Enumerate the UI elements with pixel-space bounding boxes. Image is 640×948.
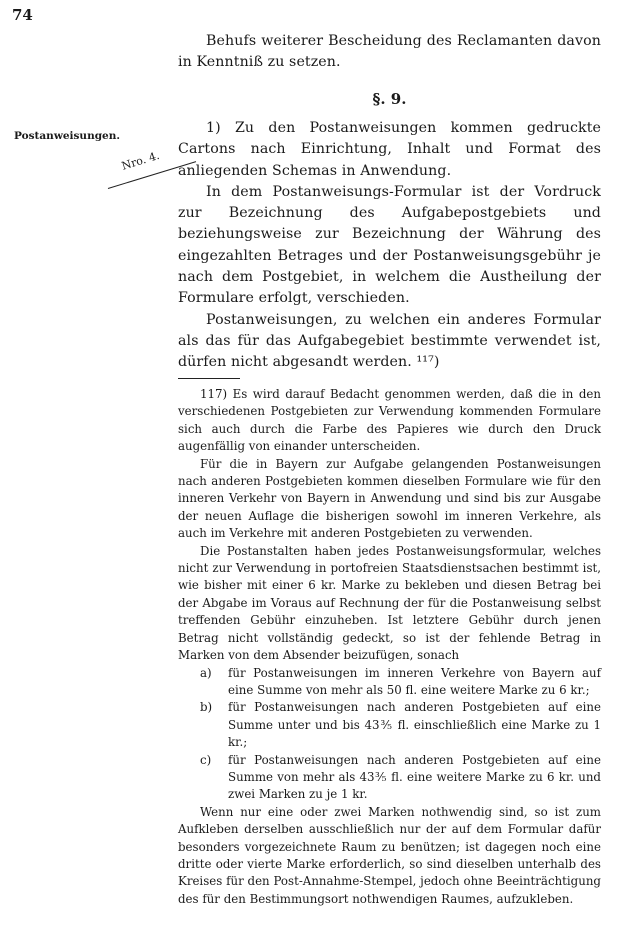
section-title: §. 9. — [372, 90, 407, 108]
opening-text — [178, 31, 601, 74]
margin-reference: Nro. 4. — [120, 148, 162, 173]
list-item-text: für Postanweisungen nach anderen Postgebieten auf eine Summe von mehr als 43⅗ fl. eine weitere Marke zu 6 kr. und zwei Marken zu je 1 kr. — [228, 752, 601, 802]
list-item-text: für Postanweisungen nach anderen Postgebieten auf eine Summe unter und bis 43⅗ fl. einschließlich eine Marke zu 1 kr.; — [228, 700, 601, 750]
list-item — [200, 699, 601, 751]
list-item — [200, 752, 601, 804]
list-item-label: b) — [200, 700, 213, 715]
opening-paragraph: Behufs weiterer Bescheidung des Reclamanten davon in Kenntniß zu setzen. — [178, 33, 601, 71]
footnote-paragraph-1: 117) Es wird darauf Bedacht genommen werden, daß die in den verschiedenen Postgebieten zur Verwendung kommenden Formulare sich auch durch die Farbe des Papieres wie durch den Druck augenfällig von einander unterscheiden. — [178, 387, 601, 454]
section-body — [178, 118, 601, 374]
footnote-rule — [178, 378, 240, 379]
footnote-paragraph-3: Die Postanstalten haben jedes Postanweisungsformular, welches nicht zur Verwendung in portofreien Staatsdienstsachen bestimmt ist, wie bisher mit einer 6 kr. Marke zu bekleben und diesen Betrag bei der Abgabe im Voraus auf Rechnung der für die Postanweisung selbst treffenden Gebühr einzuheben. Ist letztere Gebühr durch jenen Betrag nicht vollständig gedeckt, so ist der fehlende Betrag in Marken von dem Absender beizufügen, sonach — [178, 543, 601, 663]
paragraph-3: Postanweisungen, zu welchen ein anderes Formular als das für das Aufgabegebiet bestimmte verwendet ist, dürfen nicht abgesandt werden. ¹¹⁷) — [178, 311, 601, 371]
list-item-label: c) — [200, 752, 212, 767]
list-item-label: a) — [200, 665, 212, 680]
list-item — [200, 665, 601, 700]
paragraph-1: 1) Zu den Postanweisungen kommen gedruckte Cartons nach Einrichtung, Inhalt und Format des anliegenden Schemas in Anwendung. — [178, 120, 601, 179]
footnote-item-list — [178, 665, 601, 804]
list-item-text: für Postanweisungen im inneren Verkehre von Bayern auf eine Summe von mehr als 50 fl. eine weitere Marke zu 6 kr.; — [228, 665, 601, 697]
footnote-paragraph-2: Für die in Bayern zur Aufgabe gelangenden Postanweisungen nach anderen Postgebieten kommen dieselben Formulare wie für den inneren Verkehr von Bayern in Anwendung und sind bis zur Ausgabe der neuen Auflage die bisherigen sowohl im inneren Verkehre, als auch im Verkehre mit anderen Postgebieten zu verwenden. — [178, 456, 601, 541]
margin-label: Postanweisungen. — [14, 130, 121, 142]
page-number: 74 — [12, 6, 33, 24]
paragraph-2: In dem Postanweisungs-Formular ist der Vordruck zur Bezeichnung des Aufgabepostgebiets und beziehungsweise zur Bezeichnung der Währung des eingezahlten Betrages und der Postanweisungsgebühr je nach dem Postgebiet, in welchem die Austheilung der Formulare erfolgt, verschieden. — [178, 183, 601, 307]
footnote-paragraph-4: Wenn nur eine oder zwei Marken nothwendig sind, so ist zum Aufkleben derselben ausschließlich nur der auf dem Formular dafür besonders vorgezeichnete Raum zu benützen; ist dagegen noch eine dritte oder vierte Marke erforderlich, so sind dieselben unterhalb des Kreises für den Post-Annahme-Stempel, jedoch ohne Beeinträchtigung des für den Bestimmungsort nothwendigen Raumes, aufzukleben. — [178, 804, 601, 906]
footnote — [178, 386, 601, 908]
